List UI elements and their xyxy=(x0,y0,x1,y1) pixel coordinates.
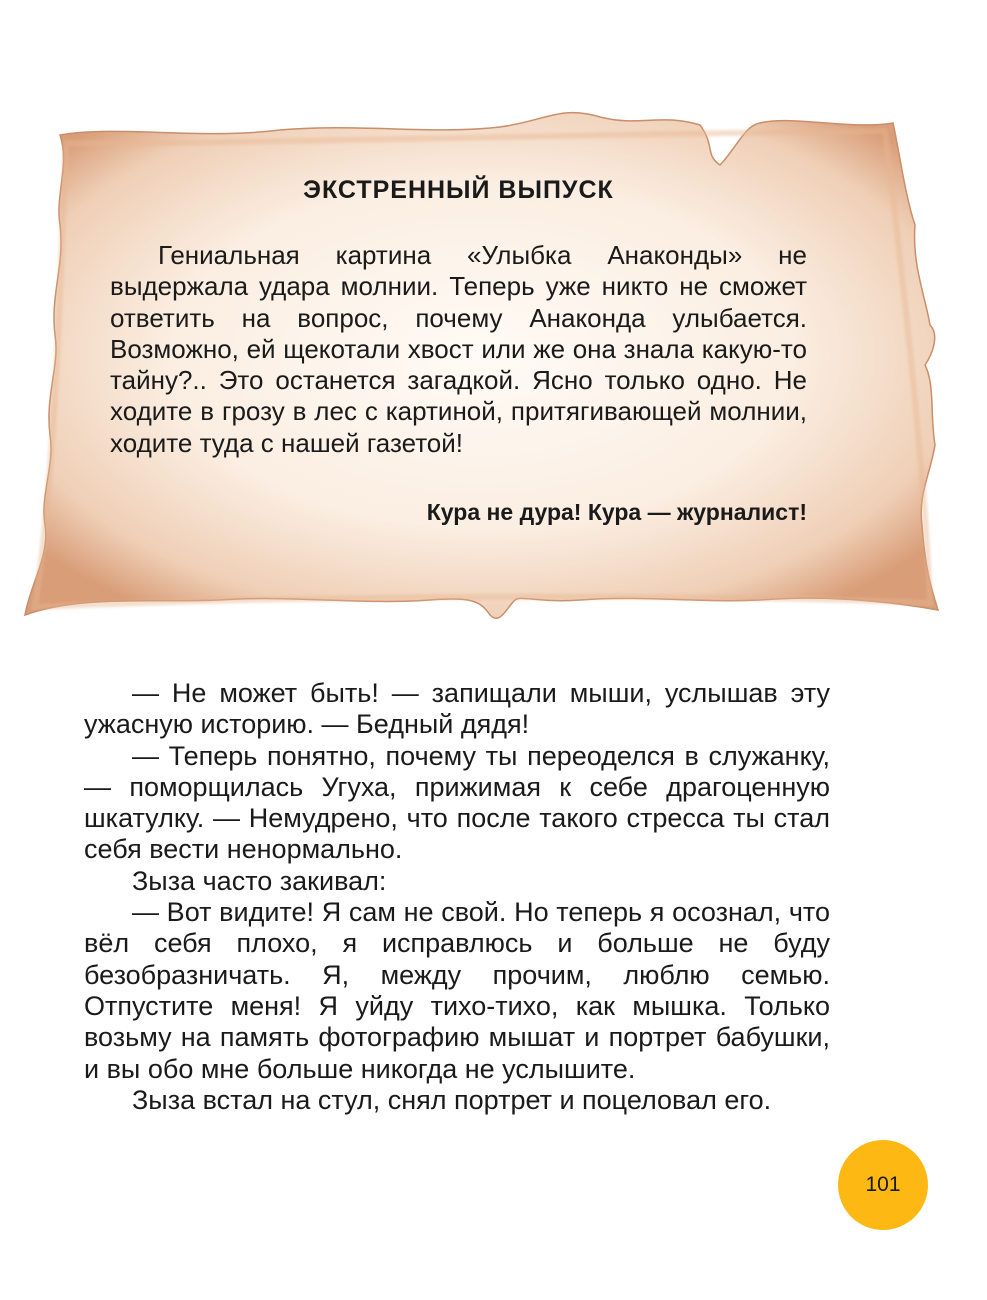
news-body: Гениальная картина «Улыбка Анаконды» не выдержала удара молнии. Теперь уже никто не сможет ответить на вопрос, почему Анаконда улыбается. Возможно, ей щекотали хвост или же она знала какую-то тайну?.. Это останется загадкой. Ясно только одно. Не ходите в грозу в лес с картиной, притягивающей молнии, ходите туда с нашей газетой! xyxy=(110,240,807,458)
news-heading: ЭКСТРЕННЫЙ ВЫПУСК xyxy=(303,176,614,204)
story-paragraph: — Не может быть! — запищали мыши, услышав эту ужасную историю. — Бедный дядя! xyxy=(84,678,830,740)
page-number: 101 xyxy=(865,1173,901,1196)
story-paragraph: Зыза встал на стул, снял портрет и поцеловал его. xyxy=(132,1084,772,1115)
story-paragraph: — Вот видите! Я сам не свой. Но теперь я осознал, что вёл себя плохо, я исправлюсь и больше не буду безобразничать. Я, между прочим, люблю семью. Отпустите меня! Я уйду тихо-тихо, как мышка. Только возьму на память фотографию мышат и портрет бабушки, и вы обо мне больше никогда не услышите. xyxy=(84,897,830,1084)
news-signature: Кура не дура! Кура — журналист! xyxy=(426,499,807,526)
story-paragraph: — Теперь понятно, почему ты переоделся в служанку, — поморщилась Угуха, прижимая к себе драгоценную шкатулку. — Немудрено, что после такого стресса ты стал себя вести ненормально. xyxy=(84,740,830,865)
page-number-badge xyxy=(838,1140,928,1230)
parchment-text-block xyxy=(110,170,807,527)
story-paragraph: Зыза часто закивал: xyxy=(132,865,387,896)
story-text xyxy=(84,678,830,1116)
